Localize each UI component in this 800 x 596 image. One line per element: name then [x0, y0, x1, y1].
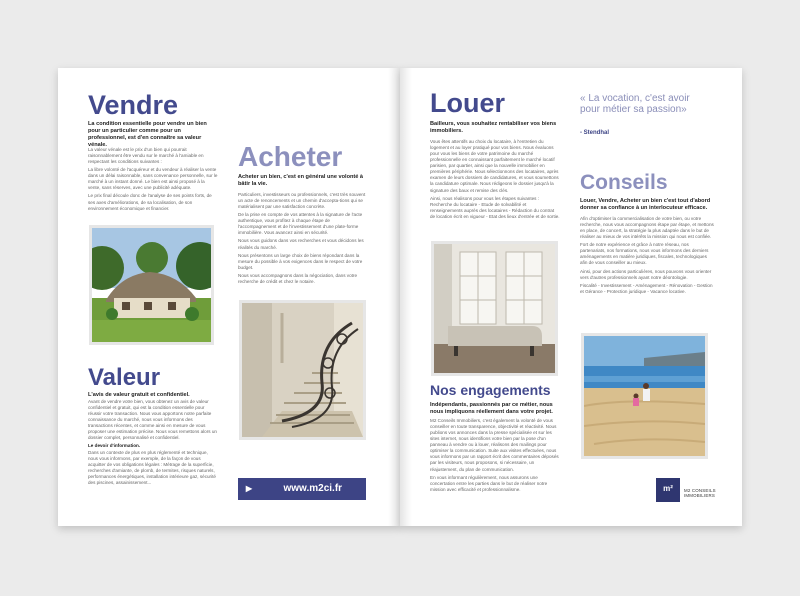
louer-paragraph: Ainsi, nous réalisons pour vous les étapes suivantes : Recherche du locataire - Etude de solvabilité et renseignements auprès des locataires - Rédaction du contrat de location écrit en vigueur - Etat des lieux d'entrée et de sortie. [430, 195, 560, 219]
acheter-paragraph: Nous vous accompagnons dans la négociation, dans votre recherche de crédit et chez le notaire. [238, 272, 358, 284]
acheter-title: Acheter [238, 141, 343, 172]
engagements-lead: Indépendants, passionnés par ce métier, nous nous impliquons réellement dans votre projet. [430, 402, 553, 415]
interior-photo [431, 241, 558, 376]
valeur-paragraph: Avant de vendre votre bien, vous obtenez un avis de valeur confidentiel et gratuit, qui est la condition essentielle pour réussir votre transaction. Nous vous apportons notre parfaite connaissance du marché, nous vous informons des transactions récentes, et comme ainsi en mesure de vous proposer une estimation précise. Nous vous remettons alors un dossier complet, personnalisé et confidentiel. [88, 399, 217, 441]
right-page [400, 68, 742, 526]
website-url[interactable]: www.m2ci.fr [283, 483, 343, 494]
vendre-body [88, 147, 218, 214]
arrow-right-icon: ▶ [245, 484, 253, 493]
acheter-paragraph: Particuliers, investisseurs ou professionnels, c'est très souvent un acte de renoncements et un chemin d'accepta-tions qui se matérialisent par une satisfaction concrète. [238, 192, 366, 210]
valeur-title: Valeur [88, 364, 161, 391]
spine-shadow [388, 68, 412, 526]
quote-author: - Stendhal [580, 130, 610, 136]
interior-illustration [434, 244, 555, 373]
valeur-lead: L'avis de valeur gratuit et confidentiel. [88, 392, 190, 398]
left-page [58, 68, 400, 526]
website-banner[interactable] [238, 478, 366, 500]
staircase-illustration [242, 303, 363, 437]
acheter-paragraph: Nous présentons un large choix de biens répondant dans la mesure du possible à vos exigences dans le respect de votre budget. [238, 252, 363, 270]
conseils-title: Conseils [580, 171, 668, 194]
engagements-paragraph: M2 Conseils Immobiliers, c'est également la volonté de vous conseiller en toute transparence, objectivité et réactivité. Nous publions vos annonces dans la presse spécialisée et sur les sites internet, nous identifions votre bien par la pose d'un panneau à vendre ou à louer, réalisons des mailings pour optimiser la communication. Suite aux visites effectuées, nous vous informons par un rapport écrit des commentaires déposés par les visiteurs, nous proposons, si nécessaire, un réajustement, du plan de communication. [430, 418, 559, 472]
conseils-paragraph: Afin d'optimiser la commercialisation de votre bien, ou votre recherche, nous vous accompagnons étape par étape, et mettons en place, de concert, la stratégie la plus adaptée dans le but de réaliser au mieux de vos intérêts la mission qui nous est confiée. [580, 216, 714, 240]
brochure-spread [58, 68, 742, 526]
conseils-paragraph: Ainsi, pour des actions particulières, nous pouvons vous orienter vers d'autres professionnels ayant notre déontologie. [580, 268, 712, 280]
acheter-body [238, 192, 368, 287]
beach-illustration [584, 336, 705, 456]
cottage-illustration [92, 228, 211, 342]
engagements-body [430, 418, 562, 495]
vendre-paragraph: La libre volonté de l'acquéreur et du vendeur à réaliser la vente dans un délai raisonnable, sans convenance personnelle, sur le marché à un instant donné. Le bien est ainsi proposé à la vente, sans réserves, avec une publicité adéquate. [88, 167, 218, 191]
engagements-paragraph: En vous informant régulièrement, nous assurons une concertation entre les parties dans le but de réaliser notre mission avec efficacité et professionnalisme. [430, 474, 548, 492]
valeur-body [88, 399, 218, 488]
acheter-paragraph: De la prise en compte de vos attentes à la signature de l'acte authentique, vous profitez à chaque étape de l'accompagnement et de l'investissement d'une plate-forme immobilière. Vous avancez ainsi en sécurité. [238, 212, 363, 236]
acheter-paragraph: Nous vous guidons dans vos recherches et vous décidons les réalités du marché. [238, 238, 364, 250]
engagements-title: Nos engagements [430, 382, 551, 398]
louer-body [430, 139, 560, 222]
vendre-title: Vendre [88, 90, 179, 120]
conseils-body [580, 216, 715, 297]
louer-title: Louer [430, 88, 506, 118]
cottage-photo [89, 225, 214, 345]
m2-logo: m² [656, 478, 680, 502]
vendre-paragraph: Le prix final découle donc de l'analyse de ses points forts, de ses axes d'améliorations, de sa localisation, de son environnement économique et financier. [88, 193, 212, 211]
valeur-paragraph-2: Dans un contexte de plus en plus réglementé et technique, nous vous informons, par exemple, de la façon de vous acquitter de vos obligations légales : Métrage de la superficie, recherches d'amiante, de plomb, de termites, risques naturels, performances énergétiques, installation intérieure gaz, sécurité des piscines, assainissement... [88, 449, 216, 485]
vendre-lead: La condition essentielle pour vendre un bien pour un particulier comme pour un professionnel, est d'en connaître sa valeur vénale. [88, 121, 207, 148]
louer-paragraph: Vous êtes attentifs au choix du locataire, à l'entretien du logement et au loyer pratiqué pour vos biens. Nous évaluons pour vous les biens de votre patrimoine du marché professionnelle en connaissant parfaitement le marché locatif parisien, par quartier, ainsi que la nouvelle immobilier en premières périphérie. Nous sélectionnons des locataires, après examen de leurs dossiers de candidatures, et vous soumettons la candidature optimale. Nous rédigeons le dossier jusqu'à la signature des baux et remise des clés. [430, 139, 559, 193]
conseils-paragraph: Fiscalité - Investissement - Aménagement - Rénovation - Gestion et Gérance - Protection juridique - Vacance locative. [580, 282, 713, 294]
stendhal-quote: « La vocation, c'est avoir pour métier sa passion» [580, 93, 690, 115]
louer-lead: Bailleurs, vous souhaitez rentabiliser vos biens immobiliers. [430, 121, 557, 134]
conseils-paragraph: Fort de notre expérience et grâce à notre réseau, nos partenariats, nos formations, nous vous informons des derniers aménagements en matière juridiques, fiscales, technologiques afin de vous conseiller au mieux. [580, 242, 709, 266]
vendre-paragraph: La valeur vénale est le prix d'un bien qui pourrait raisonnablement être vendu sur le marché à l'amiable en respectant les conditions suivantes : [88, 147, 204, 165]
staircase-photo [239, 300, 366, 440]
conseils-lead: Louer, Vendre, Acheter un bien c'est tout d'abord donner sa confiance à un interlocuteur efficace. [580, 198, 711, 211]
valeur-subhead: Le devoir d'information. [88, 443, 141, 449]
company-name: M2 CONSEILS IMMOBILIERS [684, 488, 716, 498]
acheter-lead: Acheter un bien, c'est en général une volonté à bâtir la vie. [238, 174, 364, 187]
beach-photo [581, 333, 708, 459]
